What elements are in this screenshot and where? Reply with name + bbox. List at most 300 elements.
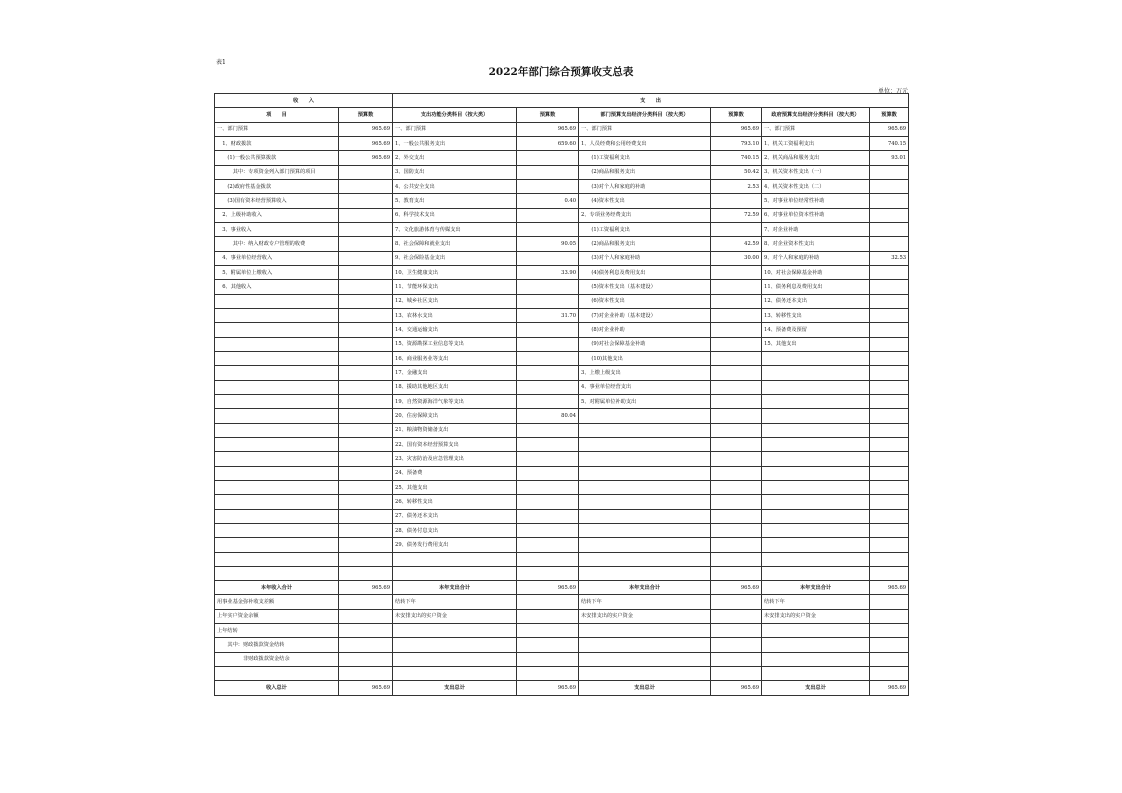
gov-item <box>762 366 870 380</box>
dept-item: (3)对个人和家庭补助 <box>579 251 711 265</box>
carry-row <box>215 609 909 623</box>
carry-dept-amount <box>711 638 762 652</box>
func-item: 4、公共安全支出 <box>393 179 517 193</box>
income-item: (2)政府性基金拨款 <box>215 179 339 193</box>
func-item: 29、债务发行费用支出 <box>393 538 517 552</box>
func-item: 6、科学技术支出 <box>393 208 517 222</box>
table-row <box>215 280 909 294</box>
func-item <box>393 552 517 566</box>
func-item: 一、部门预算 <box>393 122 517 136</box>
dept-amount <box>711 294 762 308</box>
func-amount <box>517 523 579 537</box>
func-amount: 0.40 <box>517 194 579 208</box>
table-row <box>215 480 909 494</box>
func-amount: 31.70 <box>517 308 579 322</box>
table-row <box>215 122 909 136</box>
income-item: 其中：专项资金列入部门预算的项目 <box>215 165 339 179</box>
gov-item <box>762 380 870 394</box>
dept-item <box>579 452 711 466</box>
income-item <box>215 409 339 423</box>
gov-amount <box>870 480 909 494</box>
gov-amount <box>870 323 909 337</box>
dept-amount <box>711 222 762 236</box>
income-amount <box>339 194 393 208</box>
income-item <box>215 523 339 537</box>
gov-item: 6、对事业单位资本性补助 <box>762 208 870 222</box>
dept-total-value: 965.69 <box>711 581 762 595</box>
dept-item: (5)资本性支出（基本建设） <box>579 280 711 294</box>
gov-item: 10、对社会保障基金补助 <box>762 265 870 279</box>
income-item <box>215 437 339 451</box>
gov-amount <box>870 437 909 451</box>
income-item: 5、附属单位上缴收入 <box>215 265 339 279</box>
dept-amount <box>711 409 762 423</box>
income-amount <box>339 265 393 279</box>
carry-income-amount <box>339 609 393 623</box>
income-item <box>215 366 339 380</box>
dept-item: (8)对企业补助 <box>579 323 711 337</box>
gov-amount <box>870 452 909 466</box>
func-item: 9、社会保险基金支出 <box>393 251 517 265</box>
carry-income-item <box>215 667 339 681</box>
dept-item: (6)资本性支出 <box>579 294 711 308</box>
func-item: 7、文化旅游体育与传媒支出 <box>393 222 517 236</box>
func-total-value: 965.69 <box>517 581 579 595</box>
income-item <box>215 566 339 580</box>
gov-item: 1、机关工资福利支出 <box>762 136 870 150</box>
income-amount <box>339 538 393 552</box>
gov-item: 2、机关商品和服务支出 <box>762 151 870 165</box>
gov-grand-value: 965.69 <box>870 681 909 695</box>
carry-row <box>215 652 909 666</box>
carry-gov-item: 未安排支出的实户资金 <box>762 609 870 623</box>
gov-item <box>762 538 870 552</box>
dept-amount <box>711 523 762 537</box>
dept-item <box>579 538 711 552</box>
income-item: (1)一般公共预算拨款 <box>215 151 339 165</box>
carry-income-amount <box>339 595 393 609</box>
income-item <box>215 509 339 523</box>
dept-amount <box>711 538 762 552</box>
dept-amount <box>711 337 762 351</box>
income-amount <box>339 366 393 380</box>
dept-amount: 50.42 <box>711 165 762 179</box>
income-amount <box>339 394 393 408</box>
carry-row <box>215 667 909 681</box>
income-item <box>215 380 339 394</box>
func-amount <box>517 280 579 294</box>
gov-amount <box>870 409 909 423</box>
dept-item: 一、部门预算 <box>579 122 711 136</box>
income-amount <box>339 323 393 337</box>
func-amount <box>517 566 579 580</box>
income-item <box>215 495 339 509</box>
dept-amount <box>711 452 762 466</box>
income-amount <box>339 380 393 394</box>
dept-item: (4)资本性支出 <box>579 194 711 208</box>
income-amount <box>339 480 393 494</box>
income-amount <box>339 165 393 179</box>
func-item: 17、金融支出 <box>393 366 517 380</box>
dept-item <box>579 466 711 480</box>
table-tag: 表1 <box>216 59 226 66</box>
func-amount <box>517 294 579 308</box>
gov-amount <box>870 523 909 537</box>
gov-amount: 740.15 <box>870 136 909 150</box>
func-item: 13、农林水支出 <box>393 308 517 322</box>
func-amount: 90.05 <box>517 237 579 251</box>
carry-dept-amount <box>711 609 762 623</box>
func-item: 28、债务付息支出 <box>393 523 517 537</box>
dept-item: (1)工资福利支出 <box>579 151 711 165</box>
func-item: 19、自然资源海洋气象等支出 <box>393 394 517 408</box>
gov-item <box>762 495 870 509</box>
func-item: 27、债务还本支出 <box>393 509 517 523</box>
dept-amount: 2.53 <box>711 179 762 193</box>
income-total-value: 965.69 <box>339 581 393 595</box>
dept-amount: 740.15 <box>711 151 762 165</box>
carry-dept-item <box>579 652 711 666</box>
gov-item <box>762 509 870 523</box>
func-item: 20、住房保障支出 <box>393 409 517 423</box>
gov-total-label: 本年支出合计 <box>762 581 870 595</box>
carry-income-item: 其中：财政拨款资金结转 <box>215 638 339 652</box>
gov-total-value: 965.69 <box>870 581 909 595</box>
income-amount <box>339 237 393 251</box>
income-amount <box>339 280 393 294</box>
income-amount <box>339 308 393 322</box>
dept-amount <box>711 280 762 294</box>
carry-func-item: 结转下年 <box>393 595 517 609</box>
dept-item <box>579 509 711 523</box>
table-row <box>215 495 909 509</box>
dept-item <box>579 437 711 451</box>
dept-amount <box>711 323 762 337</box>
func-item: 15、资源勘探工业信息等支出 <box>393 337 517 351</box>
item-header: 项 目 <box>215 108 339 122</box>
income-item: 4、事业单位经营收入 <box>215 251 339 265</box>
carry-gov-item <box>762 624 870 638</box>
table-row <box>215 308 909 322</box>
carry-func-item <box>393 667 517 681</box>
income-header: 收 入 <box>215 94 393 108</box>
dept-amount <box>711 394 762 408</box>
carry-dept-amount <box>711 624 762 638</box>
carry-gov-item <box>762 652 870 666</box>
income-item: 6、其他收入 <box>215 280 339 294</box>
table-row <box>215 265 909 279</box>
income-item <box>215 466 339 480</box>
func-amount <box>517 151 579 165</box>
carry-dept-amount <box>711 652 762 666</box>
func-amount <box>517 466 579 480</box>
income-amount <box>339 452 393 466</box>
table-row <box>215 552 909 566</box>
gov-amount <box>870 194 909 208</box>
amount-header: 预算数 <box>517 108 579 122</box>
table-row <box>215 222 909 236</box>
gov-amount <box>870 552 909 566</box>
dept-item: (1)工资福利支出 <box>579 222 711 236</box>
func-amount <box>517 337 579 351</box>
carry-func-item <box>393 624 517 638</box>
table-row <box>215 452 909 466</box>
dept-amount <box>711 423 762 437</box>
func-amount <box>517 366 579 380</box>
carry-func-amount <box>517 624 579 638</box>
func-grand-label: 支出总计 <box>393 681 517 695</box>
gov-amount <box>870 423 909 437</box>
func-item: 14、交通运输支出 <box>393 323 517 337</box>
func-amount <box>517 208 579 222</box>
carry-gov-amount <box>870 652 909 666</box>
dept-amount <box>711 437 762 451</box>
dept-item: (9)对社会保障基金补助 <box>579 337 711 351</box>
gov-item <box>762 523 870 537</box>
func-item: 16、商业服务业等支出 <box>393 351 517 365</box>
dept-amount <box>711 566 762 580</box>
income-amount <box>339 423 393 437</box>
table-row <box>215 437 909 451</box>
gov-item: 15、其他支出 <box>762 337 870 351</box>
dept-item <box>579 552 711 566</box>
gov-amount <box>870 237 909 251</box>
table-row <box>215 136 909 150</box>
gov-amount <box>870 566 909 580</box>
gov-item: 12、债务还本支出 <box>762 294 870 308</box>
year-total-row <box>215 581 909 595</box>
func-col-header: 支出功能分类科目（按大类） <box>393 108 517 122</box>
dept-item: (7)对企业补助（基本建设） <box>579 308 711 322</box>
dept-item: 5、对附属单位补助支出 <box>579 394 711 408</box>
income-item: 1、财政拨款 <box>215 136 339 150</box>
income-amount <box>339 409 393 423</box>
amount-header: 预算数 <box>339 108 393 122</box>
carry-func-item <box>393 638 517 652</box>
carry-func-amount <box>517 638 579 652</box>
func-amount <box>517 495 579 509</box>
table-row <box>215 509 909 523</box>
gov-amount <box>870 394 909 408</box>
unit-label: 单位：万元 <box>877 88 908 95</box>
func-item: 25、其他支出 <box>393 480 517 494</box>
income-grand-label: 收入总计 <box>215 681 339 695</box>
dept-amount <box>711 466 762 480</box>
gov-amount: 32.53 <box>870 251 909 265</box>
dept-amount <box>711 552 762 566</box>
gov-item: 14、预备费及预留 <box>762 323 870 337</box>
carry-gov-amount <box>870 638 909 652</box>
gov-amount <box>870 222 909 236</box>
carry-row <box>215 638 909 652</box>
func-amount: 33.90 <box>517 265 579 279</box>
carry-gov-amount <box>870 595 909 609</box>
gov-item <box>762 394 870 408</box>
carry-gov-item <box>762 667 870 681</box>
income-item <box>215 337 339 351</box>
func-amount <box>517 179 579 193</box>
income-item <box>215 394 339 408</box>
income-item <box>215 323 339 337</box>
func-amount <box>517 538 579 552</box>
page-title: 2022年部门综合预算收支总表 <box>488 66 634 78</box>
carry-dept-amount <box>711 667 762 681</box>
gov-amount <box>870 495 909 509</box>
gov-item: 13、转移性支出 <box>762 308 870 322</box>
gov-item <box>762 466 870 480</box>
income-amount <box>339 437 393 451</box>
income-amount <box>339 466 393 480</box>
income-item: 其中：纳入财政专户管理的收费 <box>215 237 339 251</box>
func-amount <box>517 480 579 494</box>
gov-item: 5、对事业单位经常性补助 <box>762 194 870 208</box>
dept-amount <box>711 495 762 509</box>
gov-amount <box>870 265 909 279</box>
carry-dept-amount <box>711 595 762 609</box>
carry-row <box>215 624 909 638</box>
func-item: 26、转移性支出 <box>393 495 517 509</box>
gov-item: 8、对企业资本性支出 <box>762 237 870 251</box>
carry-func-amount <box>517 667 579 681</box>
income-amount: 965.69 <box>339 122 393 136</box>
carry-gov-item: 结转下年 <box>762 595 870 609</box>
income-item <box>215 294 339 308</box>
dept-amount <box>711 265 762 279</box>
dept-grand-label: 支出总计 <box>579 681 711 695</box>
table-row <box>215 466 909 480</box>
dept-amount <box>711 308 762 322</box>
dept-item: (3)对个人和家庭的补助 <box>579 179 711 193</box>
func-item <box>393 566 517 580</box>
income-amount <box>339 179 393 193</box>
func-total-label: 本年支出合计 <box>393 581 517 595</box>
func-amount <box>517 552 579 566</box>
carry-income-amount <box>339 638 393 652</box>
dept-item: 1、人员经费和公用经费支出 <box>579 136 711 150</box>
income-item <box>215 351 339 365</box>
gov-amount <box>870 366 909 380</box>
carry-func-amount <box>517 595 579 609</box>
func-amount <box>517 437 579 451</box>
carry-gov-amount <box>870 624 909 638</box>
table-row <box>215 165 909 179</box>
income-grand-value: 965.69 <box>339 681 393 695</box>
income-item <box>215 538 339 552</box>
func-item: 11、节能环保支出 <box>393 280 517 294</box>
gov-item: 11、债务利息及费用支出 <box>762 280 870 294</box>
dept-col-header: 部门预算支出经济分类科目（按大类） <box>579 108 711 122</box>
gov-amount <box>870 538 909 552</box>
func-amount <box>517 323 579 337</box>
table-row <box>215 208 909 222</box>
gov-amount <box>870 165 909 179</box>
func-amount <box>517 380 579 394</box>
func-grand-value: 965.69 <box>517 681 579 695</box>
func-amount <box>517 222 579 236</box>
func-item: 3、国防支出 <box>393 165 517 179</box>
func-item: 18、援助其他地区支出 <box>393 380 517 394</box>
income-amount <box>339 208 393 222</box>
table-row <box>215 409 909 423</box>
income-amount <box>339 523 393 537</box>
func-item: 10、卫生健康支出 <box>393 265 517 279</box>
carry-func-amount <box>517 652 579 666</box>
carry-income-item: 用事业基金弥补收支差额 <box>215 595 339 609</box>
gov-amount: 965.69 <box>870 122 909 136</box>
gov-amount <box>870 351 909 365</box>
income-amount <box>339 351 393 365</box>
gov-amount <box>870 280 909 294</box>
gov-item: 3、机关资本性支出（一） <box>762 165 870 179</box>
dept-item <box>579 423 711 437</box>
carry-gov-amount <box>870 609 909 623</box>
dept-item: (10)其他支出 <box>579 351 711 365</box>
gov-amount <box>870 466 909 480</box>
dept-item <box>579 523 711 537</box>
carry-func-item: 未安排支出的实户资金 <box>393 609 517 623</box>
income-item <box>215 552 339 566</box>
table-row <box>215 538 909 552</box>
header-row-2 <box>215 108 909 122</box>
dept-item <box>579 480 711 494</box>
gov-item <box>762 423 870 437</box>
table-row <box>215 566 909 580</box>
table-row <box>215 523 909 537</box>
func-amount <box>517 509 579 523</box>
dept-item: 2、专项业务经费支出 <box>579 208 711 222</box>
dept-amount: 72.59 <box>711 208 762 222</box>
carry-dept-item: 结转下年 <box>579 595 711 609</box>
income-item: 3、事业收入 <box>215 222 339 236</box>
dept-total-label: 本年支出合计 <box>579 581 711 595</box>
func-amount <box>517 452 579 466</box>
func-amount <box>517 165 579 179</box>
dept-item: 3、上缴上级支出 <box>579 366 711 380</box>
budget-table <box>214 93 909 696</box>
income-amount <box>339 222 393 236</box>
dept-amount <box>711 351 762 365</box>
table-row <box>215 423 909 437</box>
table-row <box>215 151 909 165</box>
carry-income-amount <box>339 624 393 638</box>
gov-amount <box>870 380 909 394</box>
income-item <box>215 423 339 437</box>
income-item <box>215 480 339 494</box>
gov-item <box>762 552 870 566</box>
header-row-1 <box>215 94 909 108</box>
func-amount <box>517 394 579 408</box>
gov-item <box>762 480 870 494</box>
carry-income-item: 非财政拨款资金结余 <box>215 652 339 666</box>
income-item: 2、上级补助收入 <box>215 208 339 222</box>
gov-grand-label: 支出总计 <box>762 681 870 695</box>
dept-item <box>579 409 711 423</box>
dept-amount: 965.69 <box>711 122 762 136</box>
gov-amount: 93.01 <box>870 151 909 165</box>
gov-item <box>762 351 870 365</box>
income-amount <box>339 566 393 580</box>
carry-func-item <box>393 652 517 666</box>
carry-gov-item <box>762 638 870 652</box>
dept-amount: 42.59 <box>711 237 762 251</box>
table-row <box>215 351 909 365</box>
carry-row <box>215 595 909 609</box>
gov-item <box>762 452 870 466</box>
income-total-label: 本年收入合计 <box>215 581 339 595</box>
amount-header: 预算数 <box>711 108 762 122</box>
func-item: 21、粮油物资储备支出 <box>393 423 517 437</box>
func-amount <box>517 423 579 437</box>
